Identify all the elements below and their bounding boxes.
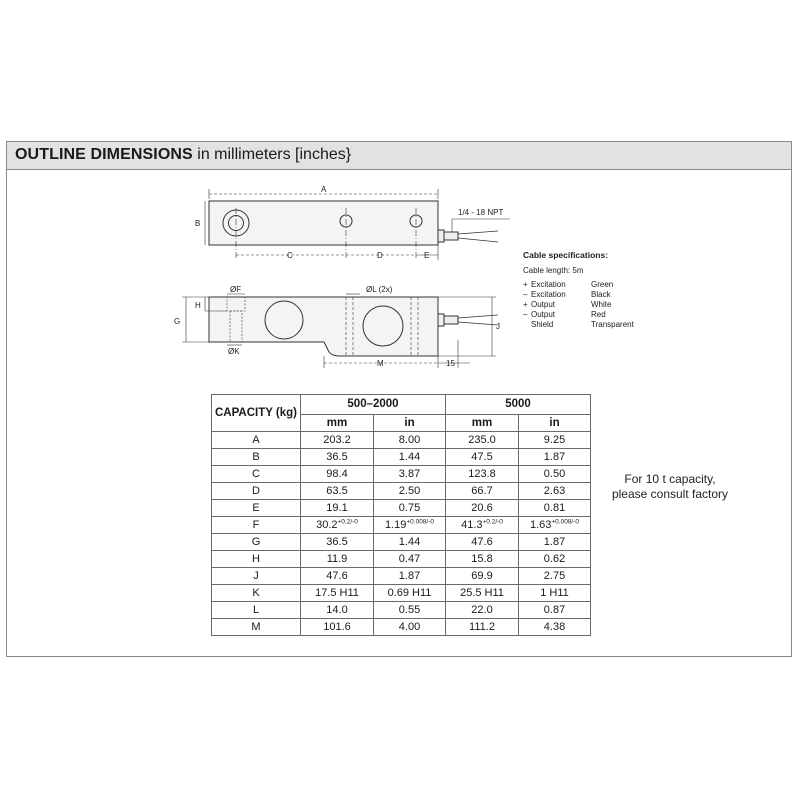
table-cell: 1 H11 [519, 585, 591, 602]
table-cell: 9.25 [519, 432, 591, 449]
table-row [212, 534, 591, 551]
dimension-label: G [212, 534, 301, 551]
dimension-label: E [212, 500, 301, 517]
dim-label-f: ØF [230, 285, 242, 294]
table-cell: 36.5 [301, 449, 374, 466]
table-cell: 2.50 [374, 483, 446, 500]
table-cell: 0.47 [374, 551, 446, 568]
dimension-label: M [212, 619, 301, 636]
table-cell: 69.9 [446, 568, 519, 585]
panel-title-units: in millimeters [inches} [192, 146, 352, 163]
cable-row: + Excitation Green [523, 280, 614, 289]
unit-header: mm [446, 415, 519, 432]
table-cell: 14.0 [301, 602, 374, 619]
dim-label-c: C [287, 251, 293, 260]
table-cell: 1.87 [519, 534, 591, 551]
table-cell: 203.2 [301, 432, 374, 449]
table-cell: 47.5 [446, 449, 519, 466]
table-row [212, 449, 591, 466]
table-cell: 22.0 [446, 602, 519, 619]
table-cell: 0.69 H11 [374, 585, 446, 602]
table-row [212, 602, 591, 619]
table-cell: 47.6 [301, 568, 374, 585]
side-view-body [209, 297, 438, 356]
cable-row: + Output White [523, 300, 612, 309]
dim-label-k: ØK [228, 347, 240, 356]
capacity-note-line1: For 10 t capacity, [624, 472, 716, 486]
tolerance: +0.008/-0 [551, 517, 580, 525]
dim-label-b: B [195, 219, 201, 228]
table-cell: 47.6 [446, 534, 519, 551]
table-cell: 1.44 [374, 534, 446, 551]
dimension-label: F [212, 517, 301, 534]
table-cell: 63.5 [301, 483, 374, 500]
table-cell: $41.3^{+0.2/-0}$ [446, 517, 519, 534]
table-cell: 8.00 [374, 432, 446, 449]
capacity-note [600, 472, 740, 502]
table-cell: 4.38 [519, 619, 591, 636]
dimension-label: H [212, 551, 301, 568]
table-row [212, 466, 591, 483]
table-cell: 1.87 [519, 449, 591, 466]
table-cell: 0.50 [519, 466, 591, 483]
cable-length: Cable length: 5m [523, 266, 584, 275]
dimension-label: B [212, 449, 301, 466]
dimension-label: C [212, 466, 301, 483]
tolerance: +0.008/-0 [406, 517, 435, 525]
dim-label-e: E [424, 251, 430, 260]
table-cell: 101.6 [301, 619, 374, 636]
dim-label-15: 15 [446, 359, 455, 368]
table-cell: $1.63^{+0.008/-0}$ [519, 517, 591, 534]
dim-label-d: D [377, 251, 383, 260]
capacity-note-line2: please consult factory [611, 487, 729, 501]
table-row [212, 432, 591, 449]
table-row [212, 500, 591, 517]
dimensions-table-body [212, 432, 591, 636]
table-cell: 66.7 [446, 483, 519, 500]
cable-spec-title: Cable specifications: [523, 250, 609, 260]
capacity-header: CAPACITY (kg) [212, 395, 301, 432]
table-cell: 15.8 [446, 551, 519, 568]
dimensions-table [211, 394, 591, 636]
table-cell: 17.5 H11 [301, 585, 374, 602]
dim-label-l: ØL (2x) [366, 285, 393, 294]
unit-header: in [374, 415, 446, 432]
top-view [205, 189, 510, 260]
table-cell: 36.5 [301, 534, 374, 551]
side-view [182, 294, 498, 368]
table-cell: 2.63 [519, 483, 591, 500]
table-cell: 235.0 [446, 432, 519, 449]
panel-title-bold: OUTLINE DIMENSIONS [15, 146, 193, 163]
table-cell: 0.81 [519, 500, 591, 517]
table-cell: 11.9 [301, 551, 374, 568]
dimension-label: D [212, 483, 301, 500]
dimension-label: A [212, 432, 301, 449]
dimension-label: J [212, 568, 301, 585]
table-cell: 2.75 [519, 568, 591, 585]
dimension-label: K [212, 585, 301, 602]
unit-header: mm [301, 415, 374, 432]
tolerance: +0.2/-0 [482, 517, 503, 525]
cable-wiring-list [523, 280, 634, 330]
table-cell: 98.4 [301, 466, 374, 483]
dim-label-j: J [496, 322, 500, 331]
table-cell: 4.00 [374, 619, 446, 636]
tolerance: +0.2/-0 [337, 517, 358, 525]
cable-row: – Excitation Black [523, 290, 611, 299]
table-cell: 20.6 [446, 500, 519, 517]
dim-label-m: M [377, 359, 384, 368]
table-cell: 1.87 [374, 568, 446, 585]
cable-row: – Output Red [523, 310, 606, 319]
table-cell: 25.5 H11 [446, 585, 519, 602]
table-cell: $1.19^{+0.008/-0}$ [374, 517, 446, 534]
table-cell: 3.87 [374, 466, 446, 483]
table-cell: 123.8 [446, 466, 519, 483]
group-header-500-2000: 500–2000 [301, 395, 446, 415]
table-cell: 1.44 [374, 449, 446, 466]
table-cell: 0.87 [519, 602, 591, 619]
dim-label-g: G [174, 317, 181, 326]
table-row [212, 568, 591, 585]
table-cell: 111.2 [446, 619, 519, 636]
table-cell: 19.1 [301, 500, 374, 517]
group-header-5000: 5000 [446, 395, 591, 415]
table-row [212, 517, 591, 534]
table-row [212, 551, 591, 568]
unit-header: in [519, 415, 591, 432]
table-cell: $30.2^{+0.2/-0}$ [301, 517, 374, 534]
table-row [212, 483, 591, 500]
table-cell: 0.55 [374, 602, 446, 619]
npt-label: 1/4 - 18 NPT [458, 208, 504, 217]
dim-label-a: A [321, 185, 327, 194]
dimension-label: L [212, 602, 301, 619]
table-row [212, 619, 591, 636]
table-cell: 0.62 [519, 551, 591, 568]
dim-label-h: H [195, 301, 201, 310]
cable-row: Shield Transparent [531, 320, 634, 329]
table-row [212, 585, 591, 602]
table-cell: 0.75 [374, 500, 446, 517]
